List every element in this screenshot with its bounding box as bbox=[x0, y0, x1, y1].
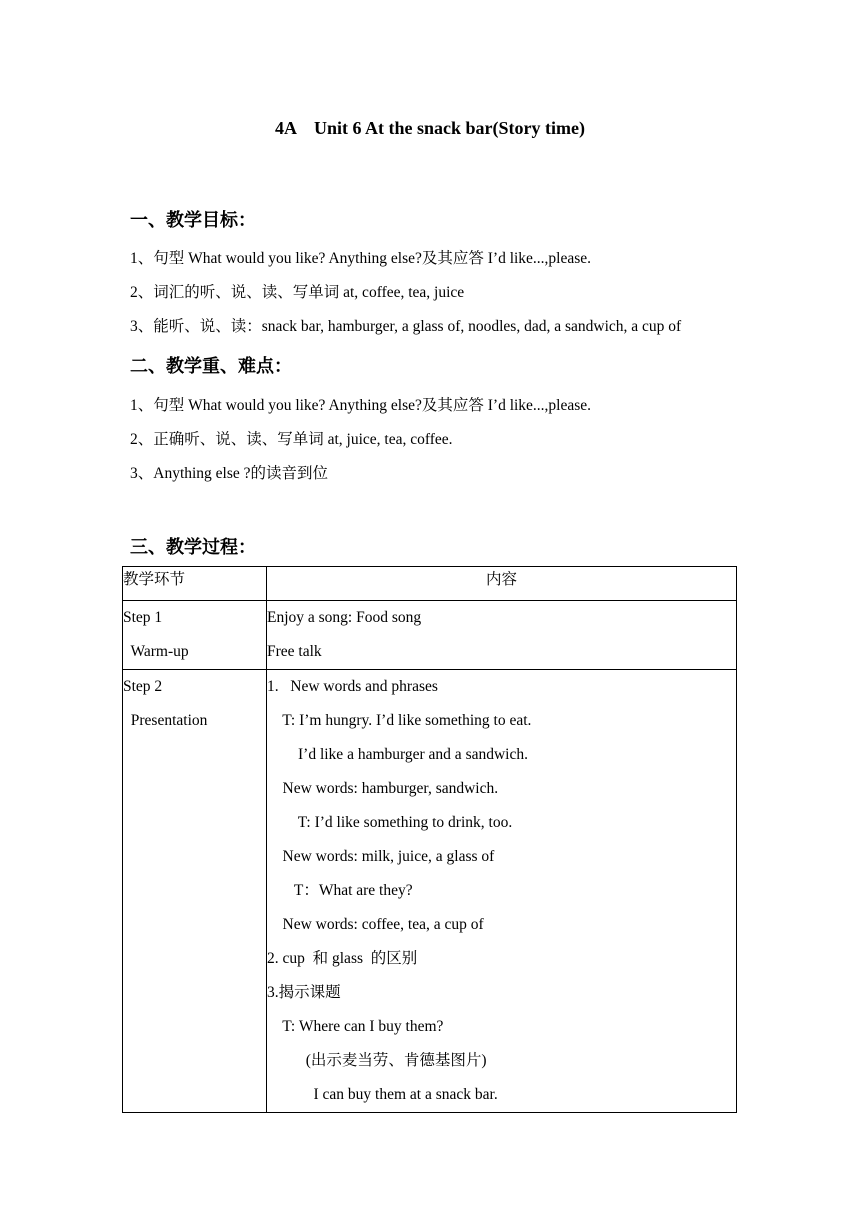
content-line: I’d like a hamburger and a sandwich. bbox=[267, 746, 528, 763]
content-line: T：What are they? bbox=[267, 882, 413, 899]
header-step: 教学环节 bbox=[123, 567, 267, 601]
content-line: T: I’d like something to drink, too. bbox=[267, 814, 513, 831]
key-points-heading: 二、教学重、难点： bbox=[130, 356, 292, 377]
table-row bbox=[123, 670, 737, 1113]
teaching-process-table bbox=[122, 566, 737, 1113]
process-heading: 三、教学过程： bbox=[130, 537, 256, 558]
page-title: 4A Unit 6 At the snack bar(Story time) bbox=[275, 118, 585, 138]
content-line: New words: milk, juice, a glass of bbox=[267, 848, 495, 865]
key-point-item: 3、Anything else ?的读音到位 bbox=[130, 465, 329, 482]
content-line: (出示麦当劳、肯德基图片) bbox=[267, 1052, 487, 1069]
step-label: Step 1 bbox=[123, 609, 163, 626]
content-line: 2. cup 和 glass 的区别 bbox=[267, 950, 418, 967]
content-line: Enjoy a song: Food song bbox=[267, 609, 422, 626]
objectives-heading: 一、教学目标： bbox=[130, 210, 256, 231]
key-point-item: 2、正确听、说、读、写单词 at, juice, tea, coffee. bbox=[130, 431, 453, 448]
content-line: 1. New words and phrases bbox=[267, 678, 438, 695]
objective-item: 3、能听、说、读：snack bar, hamburger, a glass of, noodles, dad, a sandwich, a cup of bbox=[130, 318, 682, 335]
content-line: 3.揭示课题 bbox=[267, 984, 341, 1001]
content-line: T: Where can I buy them? bbox=[267, 1018, 444, 1035]
content-line: I can buy them at a snack bar. bbox=[267, 1086, 498, 1103]
content-cell bbox=[267, 670, 737, 1113]
content-line: Free talk bbox=[267, 643, 322, 660]
content-line: New words: hamburger, sandwich. bbox=[267, 780, 499, 797]
key-point-item: 1、句型 What would you like? Anything else?及其应答 I’d like...,please. bbox=[130, 397, 592, 414]
content-line: T: I’m hungry. I’d like something to eat. bbox=[267, 712, 532, 729]
objective-item: 2、词汇的听、说、读、写单词 at, coffee, tea, juice bbox=[130, 284, 465, 301]
step-name: Presentation bbox=[123, 712, 208, 729]
table-header-row bbox=[123, 567, 737, 601]
step-cell bbox=[123, 601, 267, 670]
content-line: New words: coffee, tea, a cup of bbox=[267, 916, 484, 933]
content-cell bbox=[267, 601, 737, 670]
step-cell bbox=[123, 670, 267, 1113]
objective-item: 1、句型 What would you like? Anything else?及其应答 I’d like...,please. bbox=[130, 250, 592, 267]
header-content: 内容 bbox=[267, 567, 737, 601]
step-label: Step 2 bbox=[123, 678, 163, 695]
table-row bbox=[123, 601, 737, 670]
step-name: Warm-up bbox=[123, 643, 189, 660]
